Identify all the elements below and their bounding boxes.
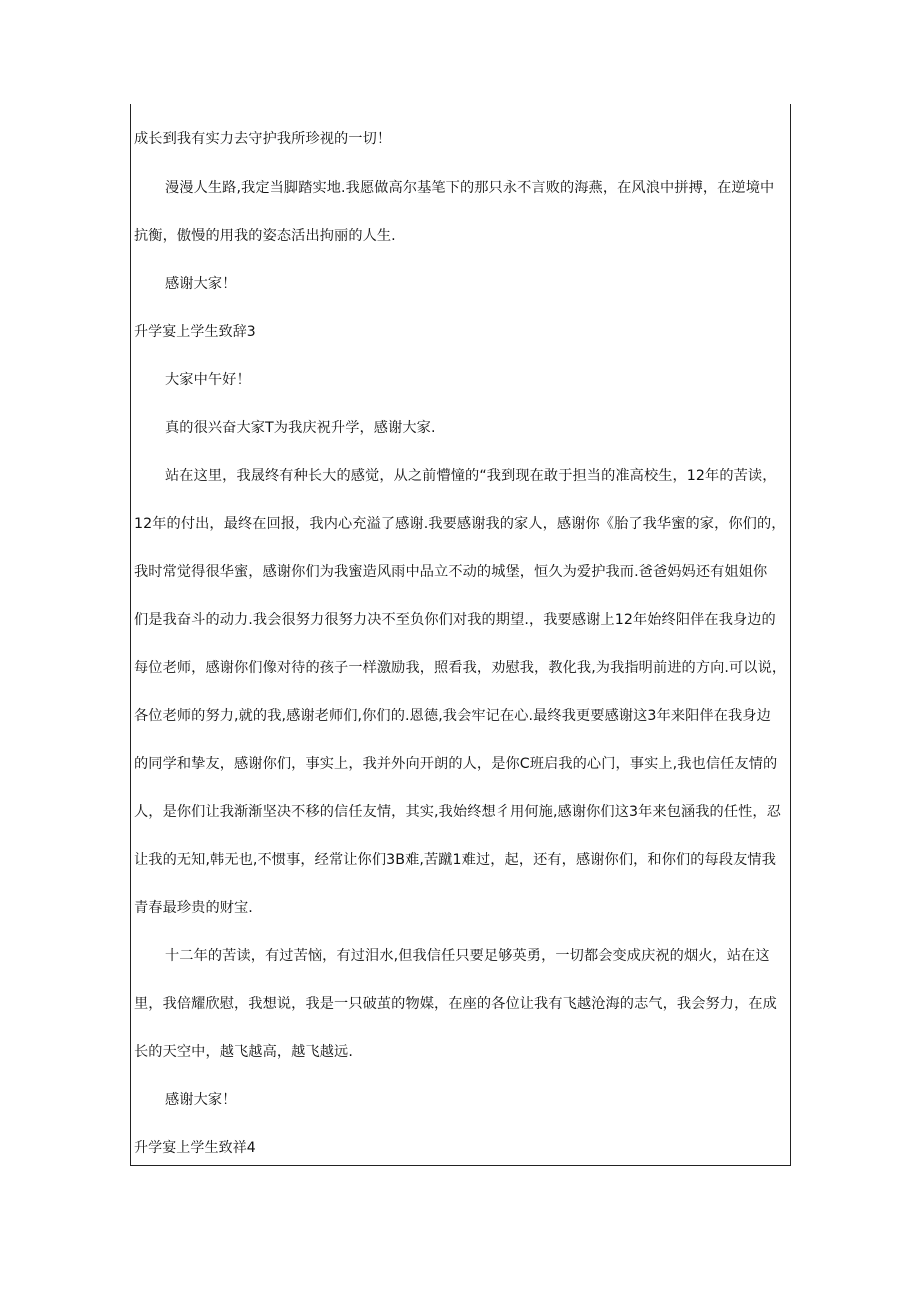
paragraph-line: 站在这里，我晟终有种长大的感觉，从之前懵憧的“我到现在敢于担当的准高校生，12年的苦读， bbox=[165, 468, 777, 484]
paragraph-line: 12年的付出，最终在回报，我内心充溢了感谢.我要感谢我的家人，感谢你《胎了我华蜜的家，你们的， bbox=[134, 516, 786, 532]
paragraph-line: 每位老师，感谢你们像对待的孩子一样激励我，照看我，劝慰我，教化我,为我指明前进的方向.可以说， bbox=[134, 660, 787, 676]
greeting-line: 大家中午好！ bbox=[165, 372, 251, 388]
paragraph-line: 的同学和挚友，感谢你们，事实上，我并外向开朗的人，是你C班启我的心门，事实上,我也信任友情的 bbox=[134, 756, 778, 772]
paragraph-line: 成长到我有实力去守护我所珍视的一切！ bbox=[134, 131, 392, 147]
paragraph-line: 里，我倍耀欣慰，我想说，我是一只破茧的物媒，在座的各位让我有飞越沧海的志气，我会努力，在成 bbox=[134, 996, 777, 1012]
closing-line: 感谢大家！ bbox=[165, 1092, 237, 1108]
closing-line: 感谢大家！ bbox=[165, 276, 237, 292]
paragraph-line: 长的天空中，越飞越高，越飞越远. bbox=[134, 1044, 353, 1060]
paragraph-line: 们是我奋斗的动力.我会很努力很努力决不至负你们对我的期望.，我要感谢上12年始终阳伴在我身边的 bbox=[134, 612, 776, 628]
paragraph-line: 我时常觉得很华蜜，感谢你们为我蜜造风雨中品立不动的城堡，恒久为爱护我而.爸爸妈妈还有姐姐你 bbox=[134, 564, 768, 580]
paragraph-line: 十二年的苦读，有过苦恼，有过泪水,但我信任只要足够英勇，一切都会变成庆祝的烟火，站在这 bbox=[165, 948, 770, 964]
paragraph-line: 青春最珍贵的财宝. bbox=[134, 900, 253, 916]
paragraph-line: 漫漫人生路,我定当脚踏实地.我愿做高尔基笔下的那只永不言败的海燕，在风浪中拼搏，在逆境中 bbox=[165, 180, 775, 196]
paragraph-line: 各位老师的努力,就的我,感谢老师们,你们的.恩德,我会牢记在心.最终我更要感谢这3年来阳伴在我身边 bbox=[134, 708, 771, 724]
paragraph-line: 人，是你们让我渐渐坚决不移的信任友情，其实,我始终想彳用何施,感谢你们这3年来包涵我的任性，忍 bbox=[134, 804, 781, 820]
section-heading: 升学宴上学生致祥4 bbox=[134, 1140, 256, 1156]
paragraph-line: 让我的无知,韩无也,不惯事，经常让你们3B难,苦蹴1难过，起，还有，感谢你们，和你们的每段友情我 bbox=[134, 852, 776, 868]
paragraph-line: 真的很兴奋大家T为我庆祝升学，感谢大家. bbox=[165, 420, 436, 436]
paragraph-line: 抗衡，傲慢的用我的姿态活出拘丽的人生. bbox=[134, 228, 396, 244]
section-heading: 升学宴上学生致辞3 bbox=[134, 324, 256, 340]
